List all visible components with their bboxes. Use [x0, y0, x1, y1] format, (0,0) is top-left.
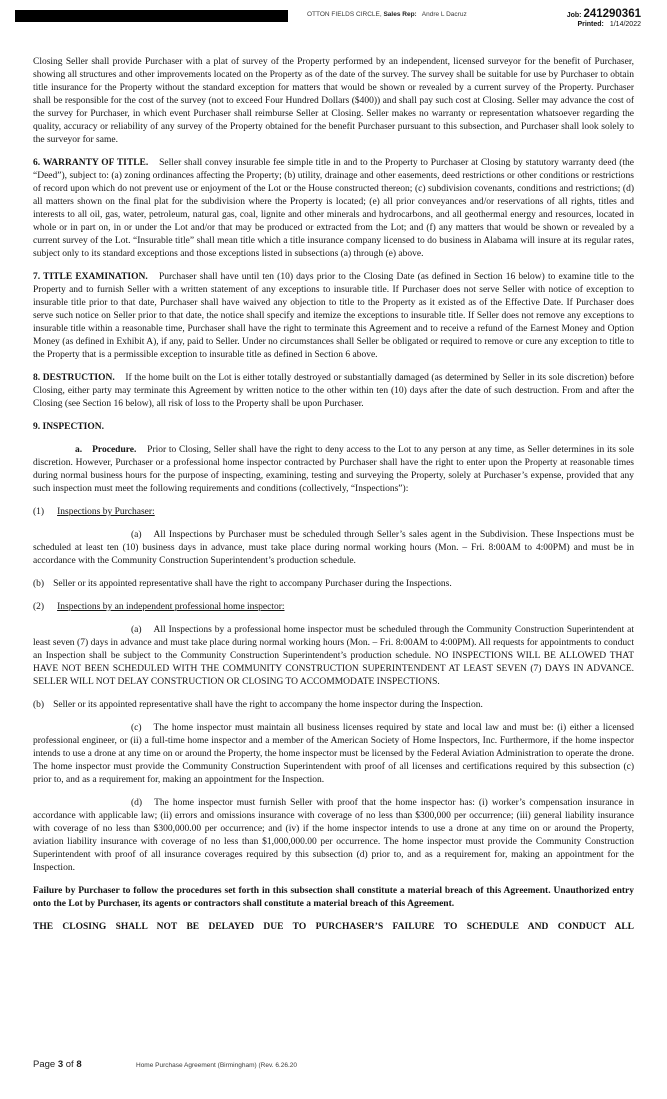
- section-7-heading: 7. TITLE EXAMINATION.: [33, 272, 148, 282]
- of-label: of: [65, 1059, 74, 1070]
- section-8-body: If the home built on the Lot is either totally destroyed or substantially damaged (as determined by Seller in its sole discretion) before Closing, either party may terminate this Agreement by written notice to the other within ten (10) days after the date of such destruction. From and after the Closing (see Section 16 below), all risk of loss to the Property shall be upon Purchaser.: [33, 373, 634, 409]
- redaction-bar: [15, 10, 288, 22]
- section-8-heading: 8. DESTRUCTION.: [33, 373, 115, 383]
- page-number-indicator: [33, 1059, 82, 1070]
- printed-label: Printed:: [577, 21, 604, 28]
- header-property-line: [307, 11, 467, 18]
- header-location: OTTON FIELDS CIRCLE,: [307, 11, 382, 18]
- printed-date: 1/14/2022: [609, 21, 641, 28]
- procedure-heading: Procedure.: [92, 445, 137, 455]
- list-1-item-a-text: All Inspections by Purchaser must be scheduled through Seller’s sales agent in the Subdivision. These Inspections must be scheduled at least ten (10) business days in advance, must take place during normal working hours (Mon. – Fri. 8:00AM to 4:00PM) and must be in accordance with the Community Construction Superintendent’s production schedule.: [33, 530, 634, 566]
- job-line: [567, 8, 641, 20]
- list-1-heading: [33, 506, 634, 519]
- section-title-examination: [33, 271, 634, 362]
- list-2-item-b-text: Seller or its appointed representative shall have the right to accompany the home inspector during the Inspection.: [53, 700, 483, 710]
- sales-rep-name: Andre L Dacruz: [421, 11, 467, 18]
- list-2-item-b-label: (b): [33, 700, 45, 710]
- list-2-number: (2): [33, 602, 45, 612]
- printed-line: [567, 21, 641, 28]
- procedure-body: Prior to Closing, Seller shall have the right to deny access to the Lot to any person at any time, as Seller determines in its sole discretion. However, Purchaser or a professional home inspector contracted by Purchaser shall have the right to enter upon the Property at reasonable times during normal business hours for the purpose of inspecting, examining, testing and surveying the Property, solely at Purchaser’s expense, provided that any such inspection must meet the following requirements and conditions (collectively, “Inspections”):: [33, 445, 634, 494]
- job-label: Job:: [566, 12, 582, 19]
- document-reference: Home Purchase Agreement (Birmingham) (Rev. 6.26.20: [136, 1062, 298, 1069]
- list-2-item-a-text: All Inspections by a professional home inspector must be scheduled through the Community Construction Superintendent at least seven (7) days in advance and must take place during normal working hours (Mon. – Fri. 8:00AM to 4:00PM). All requests for appointments to conduct an Inspection shall be subject to the Community Construction Superintendent’s production schedule. NO INSPECTIONS WILL BE ALLOWED THAT HAVE NOT BEEN SCHEDULED WITH THE COMMUNITY CONSTRUCTION SUPERINTENDENT AT LEAST SEVEN (7) DAYS IN ADVANCE. SELLER WILL NOT DELAY CONSTRUCTION OR CLOSING TO ACCOMMODATE INSPECTIONS.: [33, 625, 634, 687]
- list-1-item-a: [33, 529, 634, 568]
- list-1-item-b: [33, 578, 634, 591]
- section-destruction: [33, 372, 634, 411]
- header-job-block: [567, 8, 641, 28]
- procedure-label: a.: [75, 445, 83, 455]
- page-label: Page: [33, 1059, 56, 1070]
- section-6-heading: 6. WARRANTY OF TITLE.: [33, 158, 149, 168]
- page-number: 3: [57, 1059, 64, 1070]
- list-2-item-d-label: (d): [131, 798, 143, 808]
- list-1-number: (1): [33, 507, 45, 517]
- list-2-item-a-label: (a): [131, 625, 142, 635]
- list-1-item-a-label: (a): [131, 530, 142, 540]
- list-2-item-c-text: The home inspector must maintain all business licenses required by state and local law and must be: (i) either a licensed professional engineer, or (ii) a full-time home inspector and a member of the American Society of Home Inspectors, Inc. Furthermore, if the home inspector intends to use a drone at any time on or around the Property, the home inspector must be licensed by the Federal Aviation Administration to operate the drone. The home inspector must provide the Community Construction Superintendent with proof of all licenses and certifications required by this subsection (c) prior to, and as a requirement for, making an appointment for the Inspection.: [33, 723, 634, 785]
- list-2-item-c: [33, 722, 634, 787]
- list-2-item-d: [33, 797, 634, 875]
- section-warranty-of-title: [33, 157, 634, 261]
- survey-continuation-paragraph: Closing Seller shall provide Purchaser with a plat of survey of the Property performed by an independent, licensed surveyor for the benefit of Purchaser, showing all structures and other improvements located on the Property as of the date of the survey. The survey shall be suitable for use by Purchaser to obtain title insurance for the Property without the standard exception for matters that would be shown or revealed by a current survey of the Property. Purchaser shall be responsible for the cost of the survey (not to exceed Four Hundred Dollars ($400)) and shall pay such cost at Closing. Seller may advance the cost of the survey for Purchaser, in which event Purchaser shall reimburse Seller at Closing. Seller makes no warranty or representation whatsoever regarding the quality, accuracy or reliability of any survey of the Property obtained for the benefit Purchaser pursuant to this subsection, and Purchaser shall look solely to the surveyor for same.: [33, 57, 634, 145]
- job-number: 241290361: [583, 8, 641, 20]
- procedure-paragraph: [33, 444, 634, 496]
- section-7-body: Purchaser shall have until ten (10) days prior to the Closing Date (as defined in Section 16 below) to examine title to the Property and to furnish Seller with a written statement of any exceptions to insurable title. If Purchaser does not serve Seller with notice of exception to insurable title prior to that date, Purchaser shall have waived any objection to title to the Property as it existed as of the Effective Date. If Purchaser does serve such notice on Seller prior to that date, the notice shall specify and itemize the exceptions to insurable title. If Seller does not remove any exceptions to insurable title within a reasonable time, Purchaser shall have the right to terminate this Agreement and to receive a refund of the Earnest Money and Option Money (as defined in Exhibit A), if any, paid to Seller. Under no circumstances shall Seller be obligated or required to remove or cure any exception to title to the Property that is a permissible exception to insurable title as defined in Section 6 above.: [33, 272, 634, 360]
- total-pages: 8: [76, 1059, 82, 1070]
- list-2-heading: [33, 601, 634, 614]
- list-2-item-d-text: The home inspector must furnish Seller with proof that the home inspector has: (i) worker’s compensation insurance in accordance with applicable law; (ii) errors and omissions insurance with coverage of no less than $300,000 per occurrence; (iii) general liability insurance with coverage of no less than $300,000.00 per occurrence; and (iv) if the home inspector intends to use a drone at any time on or around the Property, aviation liability insurance with coverage of no less than $1,000,000.00 per occurrence. The home inspector must provide the Community Construction Superintendent with proof of all insurance coverages required by this subsection (d) prior to, and as a requirement for, making an appointment for the Inspection.: [33, 798, 634, 873]
- material-breach-notice: Failure by Purchaser to follow the procedures set forth in this subsection shall constitute a material breach of this Agreement. Unauthorized entry onto the Lot by Purchaser, its agents or contractors shall constitute a material breach of this Agreement.: [33, 886, 634, 909]
- list-2-item-c-label: (c): [131, 723, 142, 733]
- list-1-item-b-text: Seller or its appointed representative shall have the right to accompany Purchaser during the Inspections.: [53, 579, 452, 589]
- list-2-title: Inspections by an independent professional home inspector:: [57, 602, 285, 612]
- section-6-body: Seller shall convey insurable fee simple title in and to the Property to Purchaser at Closing by statutory warranty deed (the “Deed”), subject to: (a) zoning ordinances affecting the Property; (b) utility, drainage and other easements, deed restrictions or other conditions or restrictions of record upon which do not prevent use or enjoyment of the Lot or the House constructed thereon; (c) subdivision covenants, conditions and restrictions; (d) all matters shown on the final plat for the subdivision where the Property is located; (e) all prior conveyances and/or reservations of all rights, titles and interests to all oil, gas, water, petroleum, natural gas, coal, lignite and other minerals and hydrocarbons, and all geothermal energy and resources, located in whole or in part on, in or under the Lot and/or that may be produced or extracted from the Lot; and (f) any matters that would be shown or revealed by a current survey of the Lot. “Insurable title” shall mean title which a title insurance company licensed to do business in Alabama will insure at its regular rates, subject only to its standard exceptions and those exceptions listed in subsections (a) through (e) above.: [33, 158, 634, 259]
- section-9-heading: 9. INSPECTION.: [33, 422, 104, 432]
- document-body: [33, 56, 634, 944]
- section-inspection-heading: [33, 421, 634, 434]
- list-2-item-b: [33, 699, 634, 712]
- sales-rep-label: Sales Rep:: [383, 11, 417, 18]
- list-2-item-a: [33, 624, 634, 689]
- closing-not-delayed-notice: THE CLOSING SHALL NOT BE DELAYED DUE TO PURCHASER’S FAILURE TO SCHEDULE AND CONDUCT ALL: [33, 922, 634, 932]
- list-1-item-b-label: (b): [33, 579, 45, 589]
- list-1-title: Inspections by Purchaser:: [57, 507, 155, 517]
